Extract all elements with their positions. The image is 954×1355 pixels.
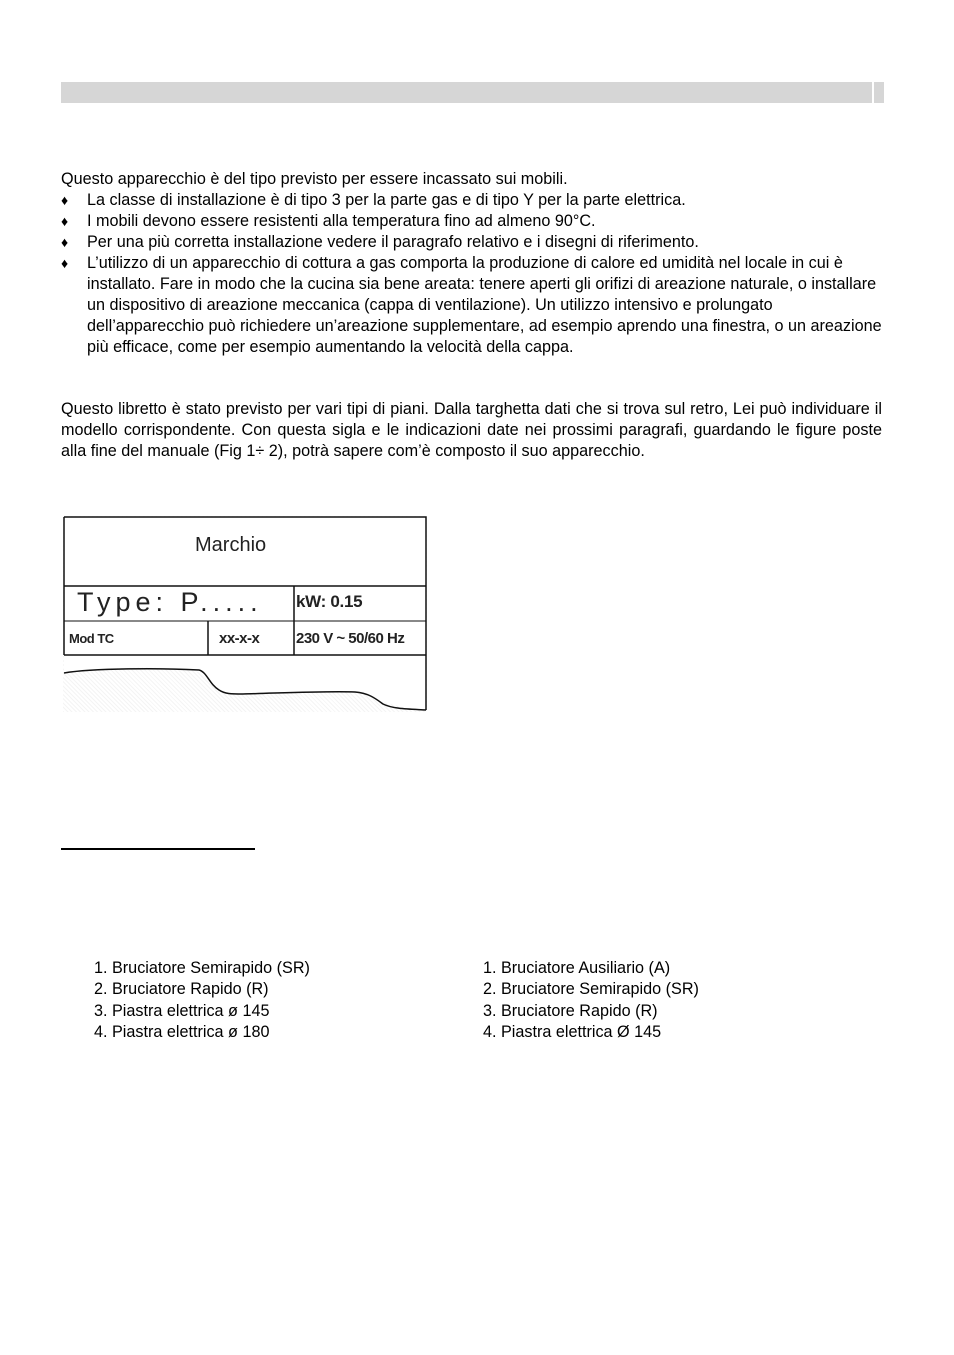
intro-text: Questo apparecchio è del tipo previsto per essere incassato sui mobili.: [61, 170, 568, 188]
list-item: 2. Bruciatore Semirapido (SR): [483, 980, 699, 999]
bullet-item: [61, 190, 883, 211]
power-label: kW: 0.15: [296, 592, 363, 611]
bullet-text: La classe di installazione è di tipo 3 per la parte gas e di tipo Y per la parte elettrica.: [87, 191, 686, 209]
burner-list-right: [483, 958, 699, 1043]
section-rule: [61, 848, 255, 850]
model-label: Mod TC: [69, 631, 114, 646]
diamond-icon: ♦: [61, 213, 69, 229]
diamond-icon: ♦: [61, 255, 69, 271]
list-item: 2. Bruciatore Rapido (R): [94, 980, 269, 999]
list-item: 4. Piastra elettrica ø 180: [94, 1022, 270, 1041]
code-label: xx-x-x: [219, 630, 260, 647]
burner-list-left: [94, 958, 310, 1043]
bullet-item: [61, 253, 883, 358]
voltage-label: 230 V ~ 50/60 Hz: [296, 630, 405, 647]
bullet-text: I mobili devono essere resistenti alla temperatura fino ad almeno 90°C.: [87, 212, 596, 230]
bullet-text: L’utilizzo di un apparecchio di cottura a gas comporta la produzione di calore ed umidità nel locale in cui è installato. Fare in modo che la cucina sia bene areata: tenere aperti gli orifizi di areazione naturale, o installare un dispositivo di areazione meccanica (cappa di ventilazione). Un utilizzo intensivo e prolungato dell’apparecchio può richiedere un’areazione supplementare, ad esempio aprendo una finestra, o un areazione più efficace, come per esempio aumentando la velocità della cappa.: [87, 254, 882, 356]
list-item: 1. Bruciatore Ausiliario (A): [483, 959, 671, 977]
section-header-bar-end: [872, 82, 884, 103]
bullet-item: [61, 232, 883, 253]
data-plate-figure: [63, 516, 427, 712]
list-item: 4. Piastra elettrica Ø 145: [483, 1022, 662, 1041]
section-header-bar: [61, 82, 884, 103]
bullet-item: [61, 211, 883, 232]
diamond-icon: ♦: [61, 192, 69, 208]
diamond-icon: ♦: [61, 234, 69, 250]
list-item: 3. Bruciatore Rapido (R): [483, 1001, 658, 1020]
bullet-text: Per una più corretta installazione vedere il paragrafo relativo e i disegni di riferimento.: [87, 233, 699, 251]
list-item: 1. Bruciatore Semirapido (SR): [94, 959, 310, 977]
manual-paragraph: Questo libretto è stato previsto per vari tipi di piani. Dalla targhetta dati che si trova sul retro, Lei può individuare il modello corrispondente. Con questa sigla e le indicazioni date nei prossimi paragrafi, guardando le figure poste alla fine del manuale (Fig 1÷ 2), potrà sapere com’è composto il suo apparecchio.: [61, 400, 882, 460]
installation-bullets: [61, 190, 883, 358]
list-item: 3. Piastra elettrica ø 145: [94, 1001, 270, 1020]
type-label: Type: P.....: [77, 587, 263, 617]
brand-label: Marchio: [195, 534, 267, 556]
